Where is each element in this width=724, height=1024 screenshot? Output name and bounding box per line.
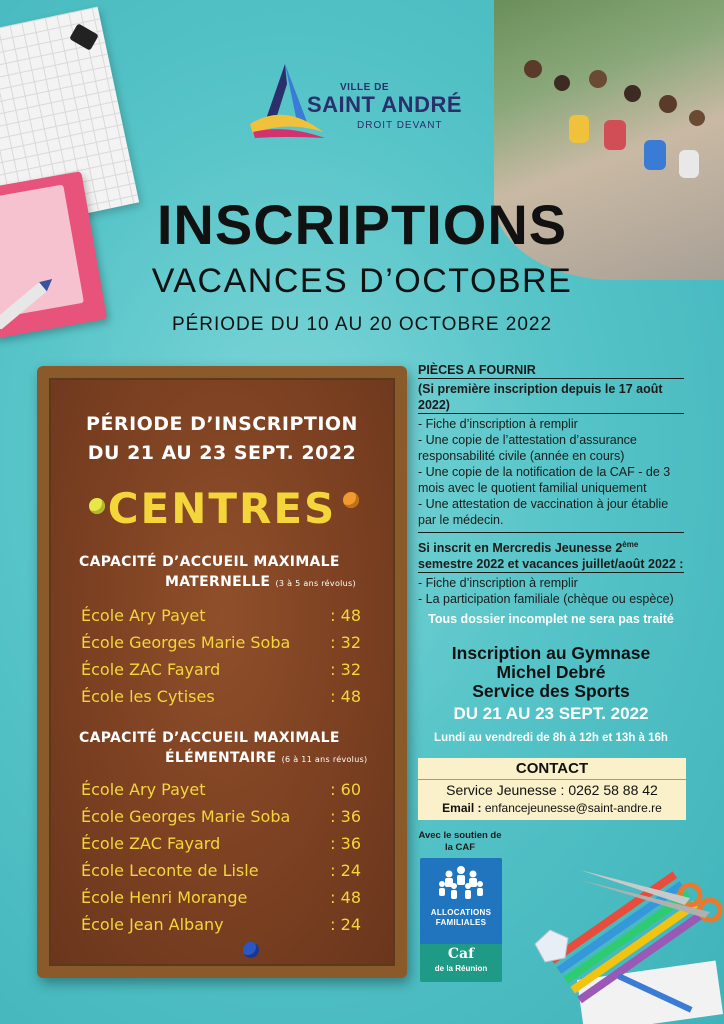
maternelle-heading-line1: CAPACITÉ D’ACCUEIL MAXIMALE <box>79 554 340 570</box>
capacity-value: : 36 <box>330 834 361 853</box>
elementaire-heading-line2: ÉLÉMENTAIRE <box>165 750 277 766</box>
mercredis-note-sup: ème <box>622 540 639 549</box>
caf-alloc-line2: FAMILIALES <box>435 918 487 927</box>
list-item <box>81 602 361 629</box>
maternelle-heading <box>79 552 369 594</box>
school-name: École Georges Marie Soba <box>81 807 291 826</box>
gymnase-block <box>418 644 684 701</box>
chalkboard <box>37 366 407 978</box>
caf-alloc-line1: ALLOCATIONS <box>430 908 492 917</box>
list-item <box>81 857 361 884</box>
capacity-value: : 24 <box>330 915 361 934</box>
list-item <box>81 803 361 830</box>
caf-name: Caf <box>447 946 475 962</box>
school-name: École Henri Morange <box>81 888 248 907</box>
caf-logo-top <box>420 858 502 944</box>
school-name: École Ary Payet <box>81 780 206 799</box>
capacity-value: : 48 <box>330 888 361 907</box>
logo-tagline: DROIT DEVANT <box>357 120 443 131</box>
contact-title: CONTACT <box>515 760 589 777</box>
opening-hours: Lundi au vendredi de 8h à 12h et 13h à 16h <box>434 732 668 744</box>
school-name: École ZAC Fayard <box>81 660 221 679</box>
school-name: École Jean Albany <box>81 915 224 934</box>
contact-email <box>418 801 686 815</box>
caf-alloc-text <box>420 908 502 928</box>
school-name: École Ary Payet <box>81 606 206 625</box>
capacity-value: : 32 <box>330 633 361 652</box>
chalkboard-surface <box>49 378 395 966</box>
elementaire-heading-line1: CAPACITÉ D’ACCUEIL MAXIMALE <box>79 730 340 746</box>
document-item: - Une copie de la notification de la CAF - de 3 mois avec le quotient familial uniquement <box>418 465 671 495</box>
blue-pin-icon <box>243 942 259 958</box>
mercredis-note-b: semestre 2022 et vacances juillet/août 2022 : <box>418 557 684 572</box>
school-name: École les Cytises <box>81 687 215 706</box>
registration-period <box>51 410 393 468</box>
capacity-value: : 32 <box>330 660 361 679</box>
page-title: INSCRIPTIONS <box>156 193 568 256</box>
elementaire-heading <box>79 728 369 770</box>
logo-ville: VILLE DE <box>340 82 390 93</box>
gymnase-dates: DU 21 AU 23 SEPT. 2022 <box>453 704 649 723</box>
contact-phone: Service Jeunesse : 0262 58 88 42 <box>446 782 658 798</box>
school-name: École Georges Marie Soba <box>81 633 291 652</box>
document-item: - Une attestation de vaccination à jour établie par le médecin. <box>418 497 669 527</box>
registration-period-line1: PÉRIODE D’INSCRIPTION <box>86 413 358 435</box>
document-item: - Fiche d’inscription à remplir <box>418 417 578 431</box>
saint-andre-logo <box>245 62 475 142</box>
school-name: École Leconte de Lisle <box>81 861 259 880</box>
contact-email-label: Email : <box>442 801 482 815</box>
first-registration-note: (Si première inscription depuis le 17 août 2022) <box>418 382 663 412</box>
family-icon <box>434 864 488 906</box>
gymnase-line1: Inscription au Gymnase <box>451 643 651 663</box>
elementaire-list <box>81 776 361 938</box>
document-item: - Une copie de l’attestation d’assurance responsabilité civile (année en cours) <box>418 433 637 463</box>
list-item <box>81 683 361 710</box>
logo-name: SAINT ANDRÉ <box>307 92 463 117</box>
capacity-value: : 60 <box>330 780 361 799</box>
list-item <box>81 830 361 857</box>
contact-email-link[interactable]: enfancejeunesse@saint-andre.re <box>481 801 662 815</box>
maternelle-heading-line2: MATERNELLE <box>165 574 271 590</box>
maternelle-list <box>81 602 361 710</box>
caf-support-text: Avec le soutien de la CAF <box>418 830 502 853</box>
capacity-value: : 24 <box>330 861 361 880</box>
capacity-value: : 48 <box>330 606 361 625</box>
capacity-value: : 48 <box>330 687 361 706</box>
caf-logo <box>420 858 502 982</box>
document-item: - Fiche d’inscription à remplir <box>418 576 578 591</box>
list-item <box>81 884 361 911</box>
list-item <box>81 911 361 938</box>
list-item <box>81 776 361 803</box>
caf-region: de la Réunion <box>434 964 488 973</box>
capacity-value: : 36 <box>330 807 361 826</box>
documents-section <box>418 362 684 627</box>
list-item <box>81 656 361 683</box>
list-item <box>81 629 361 656</box>
mercredis-note <box>418 537 684 572</box>
gymnase-line3: Service des Sports <box>472 681 630 701</box>
document-item: - La participation familiale (chèque ou espèce) <box>418 592 674 607</box>
documents-heading: PIÈCES A FOURNIR <box>418 362 684 379</box>
page-subtitle: VACANCES D’OCTOBRE <box>151 262 573 300</box>
registration-period-line2: DU 21 AU 23 SEPT. 2022 <box>87 442 357 464</box>
art-supplies-decoration <box>520 850 724 1024</box>
maternelle-age-note: (3 à 5 ans révolus) <box>275 579 356 588</box>
elementaire-age-note: (6 à 11 ans révolus) <box>281 755 368 764</box>
school-name: École ZAC Fayard <box>81 834 221 853</box>
mercredis-note-a: Si inscrit en Mercredis Jeunesse 2 <box>418 541 623 556</box>
incomplete-warning: Tous dossier incomplet ne sera pas traité <box>428 612 674 627</box>
gymnase-line2: Michel Debré <box>496 662 606 682</box>
centres-heading: CENTRES <box>107 484 337 533</box>
period-line: PÉRIODE DU 10 AU 20 OCTOBRE 2022 <box>171 314 553 335</box>
